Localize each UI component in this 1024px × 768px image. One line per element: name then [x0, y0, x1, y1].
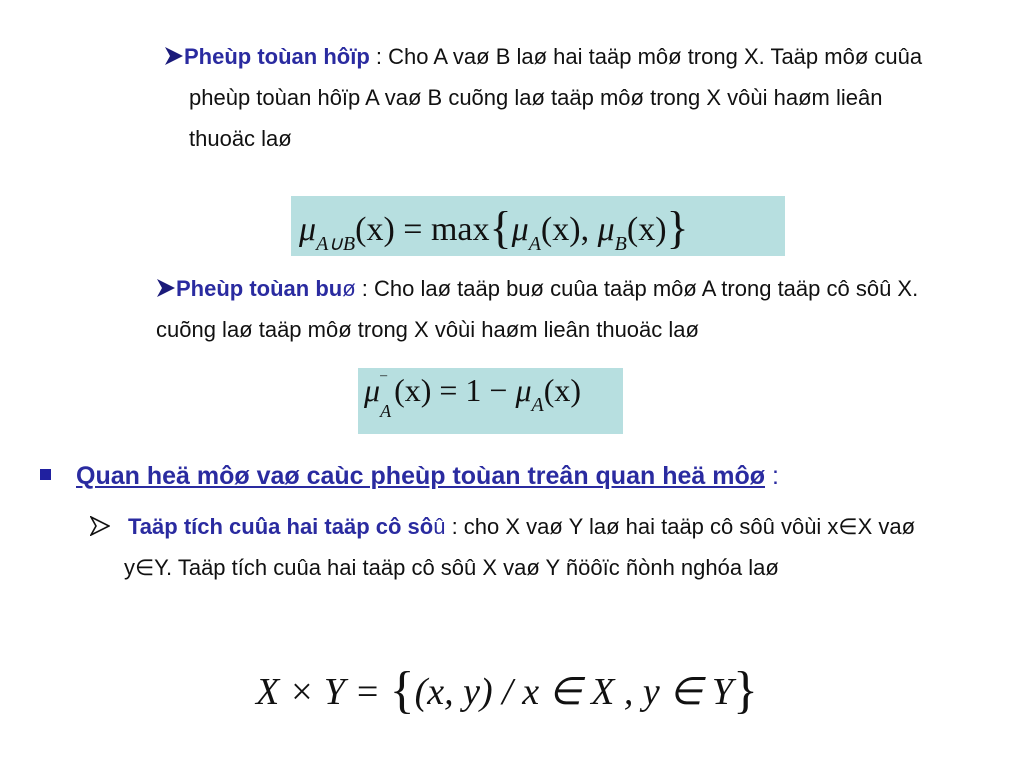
complement-text-1: : Cho laø taäp buø cuûa taäp môø A trong taäp cô sôû X.	[355, 276, 919, 301]
product-line2: y∈Y. Taäp tích cuûa hai taäp cô sôû X vaø Y ñöôïc ñònh nghóa laø	[124, 555, 779, 580]
max-op: max	[430, 211, 490, 248]
arg-b: (x)	[626, 211, 667, 248]
complement-heading-tail: ø	[342, 276, 356, 301]
product-text-1: : cho X vaø Y laø hai taäp cô sôû vôùi x∈X vaø	[445, 514, 916, 539]
sub-a: A	[528, 233, 541, 255]
formula-complement	[364, 368, 582, 421]
union-line3: thuoäc laø	[189, 126, 292, 151]
right-brace: }	[666, 202, 689, 253]
formula-lhs-arg: (x) =	[355, 211, 431, 248]
square-bullet-icon	[40, 469, 51, 480]
arrowhead-bullet-icon	[90, 516, 110, 536]
section-union	[164, 36, 982, 159]
union-line2: pheùp toùan hôïp A vaø B cuõng laø taäp môø trong X vôùi haøm lieân	[189, 85, 883, 110]
complement-heading: Pheùp toùan bu	[176, 276, 343, 301]
arrowhead-bullet-icon	[164, 46, 184, 66]
product-lhs: X × Y =	[256, 671, 390, 713]
formula2-rhs: (x)	[543, 372, 582, 408]
arg-a: (x),	[540, 211, 598, 248]
relations-colon: :	[765, 462, 779, 490]
formula2-lhs: (x) = 1 −	[394, 372, 516, 408]
left-brace: {	[389, 662, 415, 719]
formula-product	[256, 658, 758, 717]
product-line1	[90, 506, 970, 547]
mu-b-symbol: μ	[597, 211, 615, 248]
sub-b: B	[614, 233, 627, 255]
product-heading-tail: û	[433, 514, 446, 539]
formula-union-box	[291, 196, 785, 256]
product-heading: Taäp tích cuûa hai taäp cô sô	[128, 514, 434, 539]
section-complement	[156, 268, 986, 350]
sub-a: A	[531, 394, 544, 416]
union-text-1: : Cho A vaø B laø hai taäp môø trong X. Taäp môø cuûa	[369, 44, 923, 69]
complement-line2: cuõng laø taäp môø trong X vôùi haøm lieân thuoäc laø	[156, 317, 699, 342]
complement-bar: –	[380, 368, 388, 383]
sub-union: A∪B	[316, 233, 356, 255]
mu-a-symbol: μ	[511, 211, 529, 248]
formula-complement-box	[358, 368, 623, 434]
arrowhead-bullet-icon	[156, 278, 176, 298]
mu-a-symbol: μ	[515, 372, 532, 408]
union-heading: Pheùp toùan hôïp	[184, 44, 370, 69]
section-product	[90, 506, 970, 588]
relations-title: Quan heä môø vaø caùc pheùp toùan treân quan heä môø	[76, 462, 765, 490]
union-line1	[164, 36, 982, 77]
complement-line1	[156, 268, 986, 309]
mu-symbol: μ	[364, 372, 381, 408]
sub-a-complement: A	[380, 401, 392, 421]
right-brace: }	[733, 662, 758, 719]
mu-symbol: μ	[299, 211, 317, 248]
formula-union	[299, 198, 689, 255]
product-body: (x, y) / x ∈ X , y ∈ Y	[414, 671, 733, 713]
left-brace: {	[489, 202, 512, 253]
